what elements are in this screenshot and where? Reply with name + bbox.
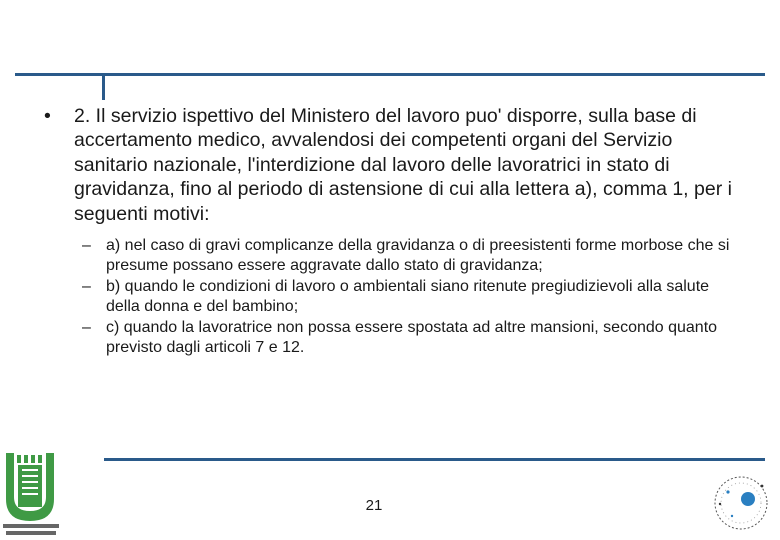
- dash-icon: –: [82, 237, 91, 255]
- sub-item-b: [82, 277, 744, 316]
- page-number: 21: [365, 497, 383, 514]
- sub-item-text: b) quando le condizioni di lavoro o ambientali siano ritenute pregiudizievoli alla salute della donna e del bambino;: [106, 278, 710, 315]
- top-divider: [15, 73, 765, 76]
- main-bullet-item: [44, 104, 744, 226]
- bottom-divider: [104, 458, 765, 461]
- sub-item-text: c) quando la lavoratrice non possa essere spostata ad altre mansioni, secondo quanto previsto dagli articoli 7 e 12.: [106, 319, 718, 356]
- university-logo: [0, 447, 64, 540]
- sub-item-a: [82, 236, 744, 275]
- bullet-icon: •: [44, 105, 51, 127]
- main-paragraph: 2. Il servizio ispettivo del Ministero del lavoro puo' disporre, sulla base di accertamento medico, avvalendosi dei competenti organi del Servizio sanitario nazionale, l'interdizione dal lavoro delle lavoratrici in stato di gravidanza, fino al periodo di astensione di cui alla lettera a), comma 1, per i seguenti motivi:: [74, 105, 732, 225]
- slide-content: [44, 104, 744, 360]
- dash-icon: –: [82, 319, 91, 337]
- dash-icon: –: [82, 278, 91, 296]
- sub-list: [44, 236, 744, 358]
- lab-logo: [706, 470, 776, 532]
- sub-item-text: a) nel caso di gravi complicanze della gravidanza o di preesistenti forme morbose che si presume possano essere aggravate dallo stato di gravidanza;: [106, 237, 730, 274]
- sub-item-c: [82, 318, 744, 357]
- title-tick-mark: [102, 73, 105, 100]
